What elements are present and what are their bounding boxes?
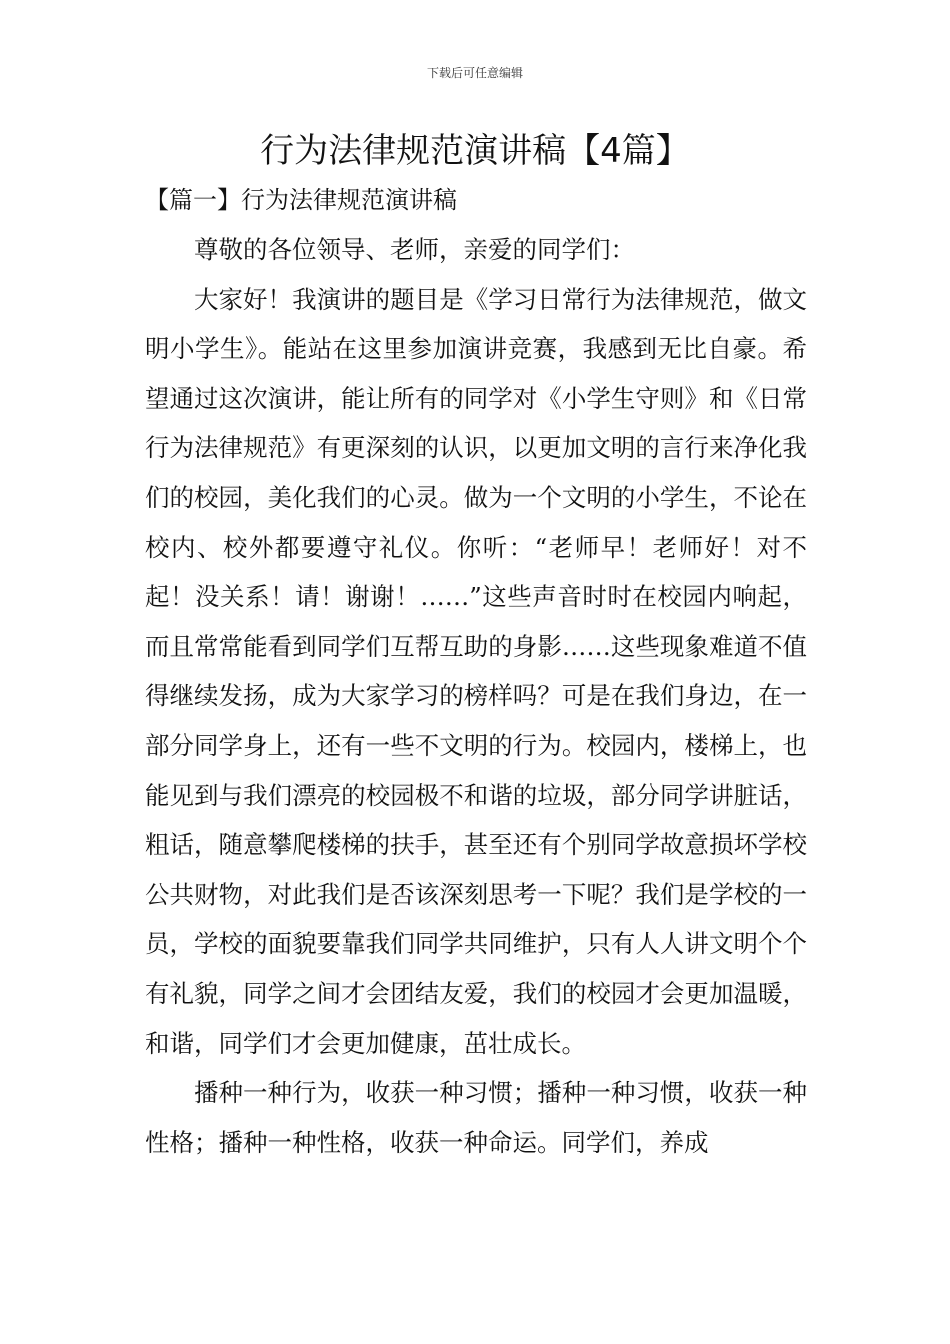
page-header-note: 下载后可任意编辑 [426,66,523,80]
body-paragraph-2: 播种一种行为，收获一种习惯；播种一种习惯，收获一种性格；播种一种性格，收获一种命运。同学们，养成 [145,1078,807,1157]
salutation-paragraph: 尊敬的各位领导、老师，亲爱的同学们： [194,235,635,264]
section-heading: 【篇一】行为法律规范演讲稿 [145,186,457,214]
body-paragraph-1: 大家好！我演讲的题目是《学习日常行为法律规范，做文明小学生》。能站在这里参加演讲竞赛，我感到无比自豪。希望通过这次演讲，能让所有的同学对《小学生守则》和《日常行为法律规范》有更深刻的认识，以更加文明的言行来净化我们的校园，美化我们的心灵。做为一个文明的小学生，不论在校内、校外都要遵守礼仪。你听：“老师早！老师好！对不起！没关系！请！谢谢！……”这些声音时时在校园内响起，而且常常能看到同学们互帮互助的身影……这些现象难道不值得继续发扬，成为大家学习的榜样吗？可是在我们身边，在一部分同学身上，还有一些不文明的行为。校园内，楼梯上，也能见到与我们漂亮的校园极不和谐的垃圾，部分同学讲脏话，粗话，随意攀爬楼梯的扶手，甚至还有个别同学故意损坏学校公共财物，对此我们是否该深刻思考一下呢？我们是学校的一员，学校的面貌要靠我们同学共同维护，只有人人讲文明个个有礼貌，同学之间才会团结友爱，我们的校园才会更加温暖，和谐，同学们才会更加健康，茁壮成长。 [145,284,807,1058]
document-body [145,225,807,1167]
document-title: 行为法律规范演讲稿【4篇】 [260,131,690,171]
